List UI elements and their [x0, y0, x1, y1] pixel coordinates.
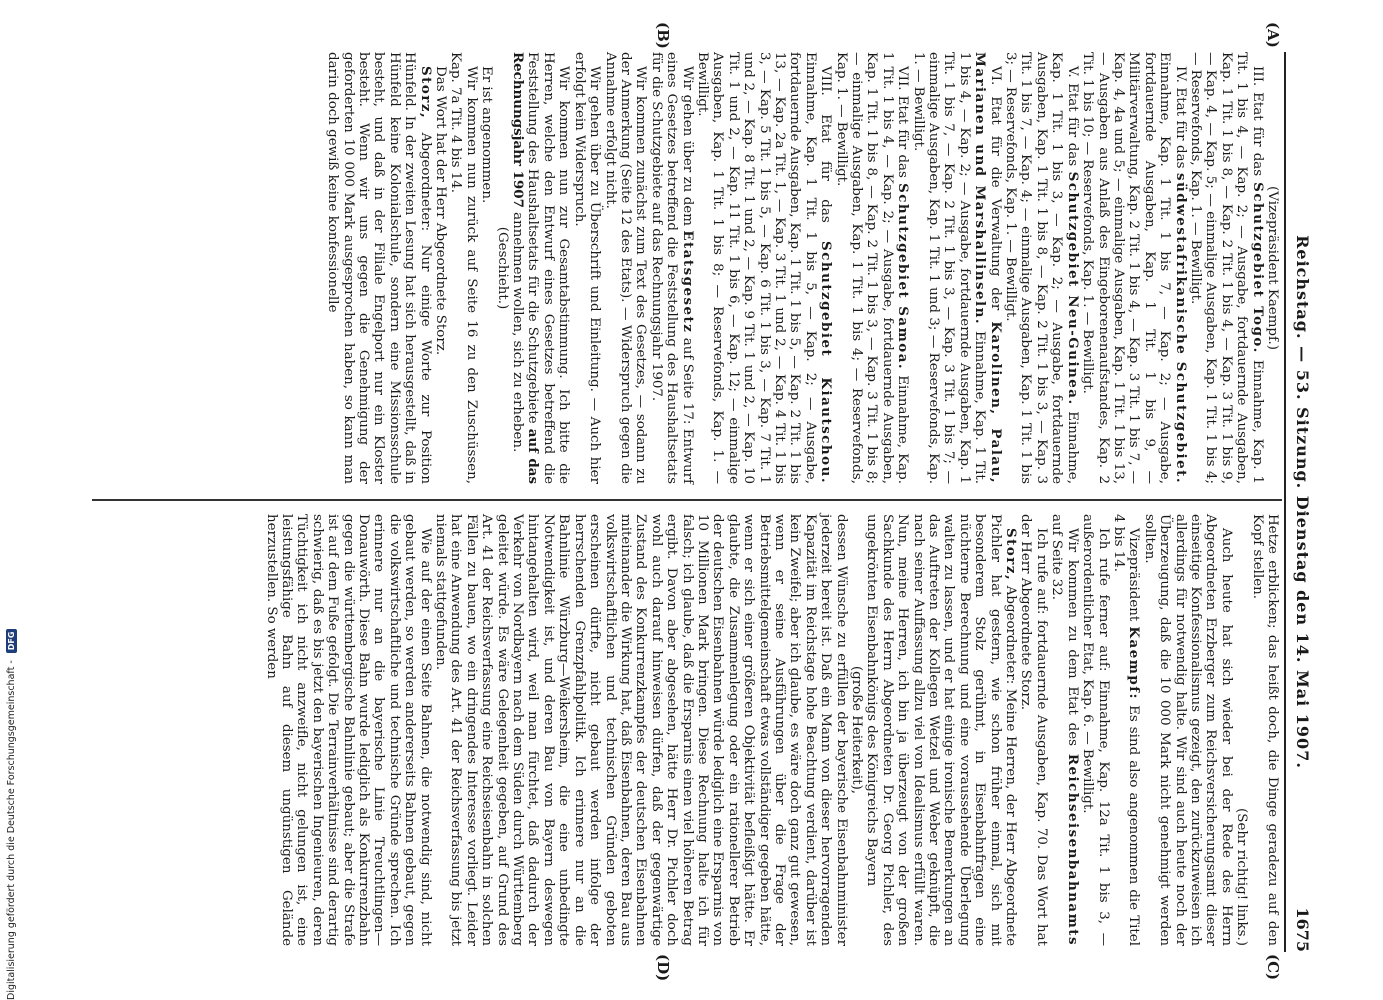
paragraph: VI. Etat für die Verwaltung der Karolinen, Palau, Marianen und Marshallinseln. Einnahme, Kap. 1 Tit. 1 bis 4, — Kap. 2; — Ausgabe, fortdauernde Ausgaben, Kap. 1 Tit. 1 bis 7, — Kap. 2 Tit. 1 bis 3, — Kap. 3 Tit. 1 bis 7; — einmalige Ausgaben, Kap. 1 Tit. 1 und 3; — Reservefonds, Kap. 1. — Bewilligt. [910, 52, 1004, 484]
margin-marker-c: (C) [1264, 954, 1282, 981]
paragraph: IV. Etat für das südwestafrikanische Schutzgebiet. Einnahme, Kap. 1 Tit. 1 bis 7, — Kap. 2; — Ausgabe, fortdauernde Ausgaben, Kap. 1 Tit. 1 bis 9, — Militärverwaltung, Kap. 2 Tit. 1 bis 4, — Kap. 3 Tit. 1 bis 7, — Kap. 4, 4a und 5; — einmalige Ausgaben, Kap. 1 Tit. 1 bis 13, — Ausgaben aus Anlaß des Eingeborenenaufstandes, Kap. 2 Tit. 1 bis 10; — Reservefonds, Kap. 1. — Bewilligt. [1080, 52, 1189, 484]
paragraph: III. Etat für das Schutzgebiet Togo. Einnahme, Kap. 1 Tit. 1 bis 4, — Kap. 2; — Ausgabe, fortdauernde Ausgaben, Kap. 1 Tit. 1 bis 8, — Kap. 2 Tit. 1 bis 4, — Kap. 3 Tit. 1 bis 9, — Kap. 4, — Kap. 5; — einmalige Ausgaben, Kap. 1 Tit. 1 bis 4; — Reservefonds, Kap. 1. — Bewilligt. [1187, 52, 1266, 484]
margin-marker-d: (D) [654, 954, 672, 982]
paragraph: Vizepräsident Kaempf: Es sind also angenommen die Titel 4 bis 14. [1110, 514, 1143, 946]
paragraph: Wir kommen zu dem Etat des Reichseisenbahnamts auf Seite 32. [1049, 514, 1081, 946]
right-column [263, 514, 1280, 946]
digitization-credit: Digitalisierung gefördert durch die Deutsche Forschungsgemeinschaft - DFG [6, 0, 17, 1000]
paragraph: Wir kommen nun zur Gesamtabstimmung. Ich bitte die Herren, welche den Entwurf eines Gesetzes betreffend die Feststellung des Haushaltsetats für die Schutzgebiete auf das Rechnungsjahr 1907 annehmen wollen, sich zu erheben. [510, 52, 572, 484]
paragraph: Wir gehen über zu Überschrift und Einleitung. — Auch hier erfolgt kein Widerspruch. [571, 52, 603, 484]
page-number: 1675 [1293, 907, 1312, 952]
margin-marker-a: (A) [1264, 22, 1282, 48]
paragraph: Er ist angenommen. [479, 66, 495, 204]
stage-direction: (Geschieht.) [494, 226, 510, 310]
paragraph: Wie auf der einen Seite Bahnen, die notwendig sind, nicht gebaut werden, so werden andererseits Bahnen gebaut, gegen die volkswirtschaftliche und technische Gründe sprechen. Ich erinnere nur an die bayerische Linie Treuchtlingen—Donauwörth. Diese Bahn wurde lediglich als Konkurrenzbahn gegen die württembergische Bahnlinie gebaut; aber die Strafe ist auf dem Fuße gefolgt. Die Terrainverhältnisse sind derartig schwierig, daß es bis jetzt den bayerischen Ingenieuren, deren Tüchtigkeit ich nicht anzweifle, nicht gelungen ist, eine leistungsfähige Bahn auf diesem ungünstigen Gelände herzustellen. So werden [263, 514, 433, 946]
paragraph: Wir kommen zunächst zum Text des Gesetzes, — sodann zu der Anmerkung (Seite 12 des Etats). — Widerspruch gegen die Annahme erfolgt nicht. [602, 52, 649, 484]
paragraph: Auch heute hat sich wieder bei der Rede des Herrn Abgeordneten Erzberger zum Reichsversicherungsamt dieser einseitige Konfessionalismus gezeigt, den zurückzuweisen ich allerdings für notwendig halte. Wir sind auch heute noch der Überzeugung, daß die 10 000 Mark nicht genehmigt werden sollten. [1141, 514, 1234, 946]
speaker-note: (Vizepräsident Kaempf.) [1265, 186, 1280, 350]
header-rule [1284, 52, 1286, 952]
document-page [82, 22, 1312, 982]
paragraph: dessen Wünsche zu erfüllen der bayerische Eisenbahnminister jederzeit bereit ist. Daß ein Mann von dieser hervorragenden Kapazität im Reichstage hohe Beachtung verdient, darüber ist kein Zweifel; aber ich glaube, es wäre doch ganz gut gewesen, wenn er seine Ausführungen über die Frage der Betriebsmittelgemeinschaft etwas vollständiger gegeben hätte, wenn er sich einer größeren Objektivität befleißigt hätte. Er glaubte, die Zusammenlegung oder ein rationellerer Betrieb der deutschen Eisenbahnen würde lediglich eine Ersparnis von 10 Millionen Mark bringen. Diese Rechnung halte ich für falsch; ich glaube, daß die Ersparnis einen viel höheren Betrag ergibt. Davon aber abgesehen, hätte Herr Dr. Pichler doch wohl auch darauf hinweisen dürfen, daß der gegenwärtige Zustand des Konkurrenzkampfes der deutschen Eisenbahnen miteinander die Wirkung hat, daß Eisenbahnen, deren Bau aus volkswirtschaftlichen und technischen Gründen geboten erscheinen dürfte, nicht gebaut werden infolge der herrschenden Grenzpfahlpolitik. Ich erinnere nur an die Bahnlinie Würzburg—Weikersheim, die eine unbedingte Notwendigkeit ist, und deren Bau von Bayern deswegen hintangehalten wird, weil man fürchtet, daß dadurch der Verkehr von Nordbayern nach dem Süden durch Württemberg geleitet würde. Es wäre Gelegenheit gegeben, auf Grund des Art. 41 der Reichsverfassung eine Reichseisenbahn in solchen Fällen zu bauen, wo ein dringendes Interesse vorliegt. Leider hat eine Anwendung des Art. 41 der Reichsverfassung bis jetzt niemals stattgefunden. [433, 514, 849, 946]
left-column [325, 52, 1280, 484]
column-divider [92, 499, 1282, 501]
paragraph: Ich rufe auf: fortdauernde Ausgaben, Kap. 70. Das Wort hat der Herr Abgeordnete Storz. [1018, 514, 1049, 946]
paragraph: Ich rufe ferner auf: Einnahme, Kap. 12a Tit. 1 bis 3, — außerordentlicher Etat, Kap. 6. — Bewilligt. [1080, 514, 1111, 946]
dfg-logo: DFG [6, 629, 17, 654]
paragraph: V. Etat für das Schutzgebiet Neu-Guinea. Einnahme, Kap. 1 Tit. 1 bis 3, — Kap. 2; — Ausgabe, fortdauernde Ausgaben, Kap. 1 Tit. 1 bis 8, — Kap. 2 Tit. 1 bis 3, — Kap. 3 Tit. 1 bis 7, — Kap. 4; — einmalige Ausgaben, Kap. 1 Tit. 1 bis 3; — Reservefonds, Kap. 1. — Bewilligt. [1003, 52, 1081, 484]
paragraph: Wir gehen über zu dem Etatsgesetz auf Seite 17: Entwurf eines Gesetzes betreffend die Feststellung des Haushaltsetats für die Schutzgebiete auf das Rechnungsjahr 1907. [648, 52, 696, 484]
paragraph: Das Wort hat der Herr Abgeordnete Storz. [433, 66, 449, 356]
page-header [1284, 52, 1312, 952]
stage-direction: (große Heiterkeit), [849, 665, 865, 795]
speech-paragraph: Storz, Abgeordneter: Nur einige Worte zur Position Hünfeld. In der zweiten Lesung hat sich herausgestellt, daß in Hünfeld keine Kolonialschule, sondern eine Missionsschule besteht, und daß in der Filiale Engelport nur ein Kloster besteht. Wenn wir uns gegen die Genehmigung der geforderten 10 000 Mark ausgesprochen haben, so kann man darin doch gewiß keine konfessionelle [325, 52, 434, 484]
speech-paragraph: Storz, Abgeordneter: Meine Herren, der Herr Abgeordnete Pichler hat gestern, wie schon früher einmal, sich mit besonderem Stolz gerühmt, in Eisenbahnfragen eine nüchterne Berechnung und eine voraussehende Überlegung walten zu lassen, und er hat einige ironische Bemerkungen an das Auftreten der Kollegen Wetzel und Weber geknüpft, die nach seiner Auffassung allzu viel von Idealismus erfüllt waren. Nun, meine Herren, ich bin ja überzeugt von der großen Sachkunde des Herrn Abgeordneten Dr. Georg Pichler, des ungekrönten Eisenbahnkönigs des Königreichs Bayern [864, 514, 1020, 946]
paragraph: VIII. Etat für das Schutzgebiet Kiautschou. Einnahme, Kap. 1 Tit. 1 bis 5, — Kap. 2; — Ausgabe, fortdauernde Ausgaben, Kap. 1 Tit. 1 bis 5, — Kap. 2 Tit. 1 bis 13, — Kap. 2a Tit. 1, — Kap. 3 Tit. 1 und 2, — Kap. 4 Tit. 1 bis 3, — Kap. 5 Tit. 1 bis 5, — Kap. 6 Tit. 1 bis 3, — Kap. 7 Tit. 1 und 2, — Kap. 8 Tit. 1 und 2, — Kap. 9 Tit. 1 und 2, — Kap. 10 Tit. 1 und 2, — Kap. 11 Tit. 1 bis 6, — Kap. 12; — einmalige Ausgaben, Kap. 1 Tit. 1 bis 8; — Reservefonds, Kap. 1. — Bewilligt. [694, 52, 835, 484]
margin-marker-b: (B) [654, 22, 672, 49]
stage-direction: (Sehr richtig! links.) [1234, 808, 1250, 946]
running-title: Reichstag. — 53. Sitzung. Dienstag den 14. Mai 1907. [1293, 235, 1312, 769]
paragraph: VII. Etat für das Schutzgebiet Samoa. Einnahme, Kap. 1 Tit. 1 bis 4, — Kap. 2; — Ausgabe, fortdauernde Ausgaben, Kap. 1 Tit. 1 bis 8, — Kap. 2 Tit. 1 bis 3, — Kap. 3 Tit. 1 bis 8; — einmalige Ausgaben, Kap. 1 Tit. 1 bis 4; — Reservefonds, Kap. 1. — Bewilligt. [833, 52, 912, 484]
paragraph: Wir kommen nun zurück auf Seite 16 zu den Zuschüssen, Kap. 7a Tit. 4 bis 14. [448, 52, 479, 484]
paragraph: Hetze erblicken; das heißt doch, die Dinge geradezu auf den Kopf stellen. [1249, 514, 1280, 946]
